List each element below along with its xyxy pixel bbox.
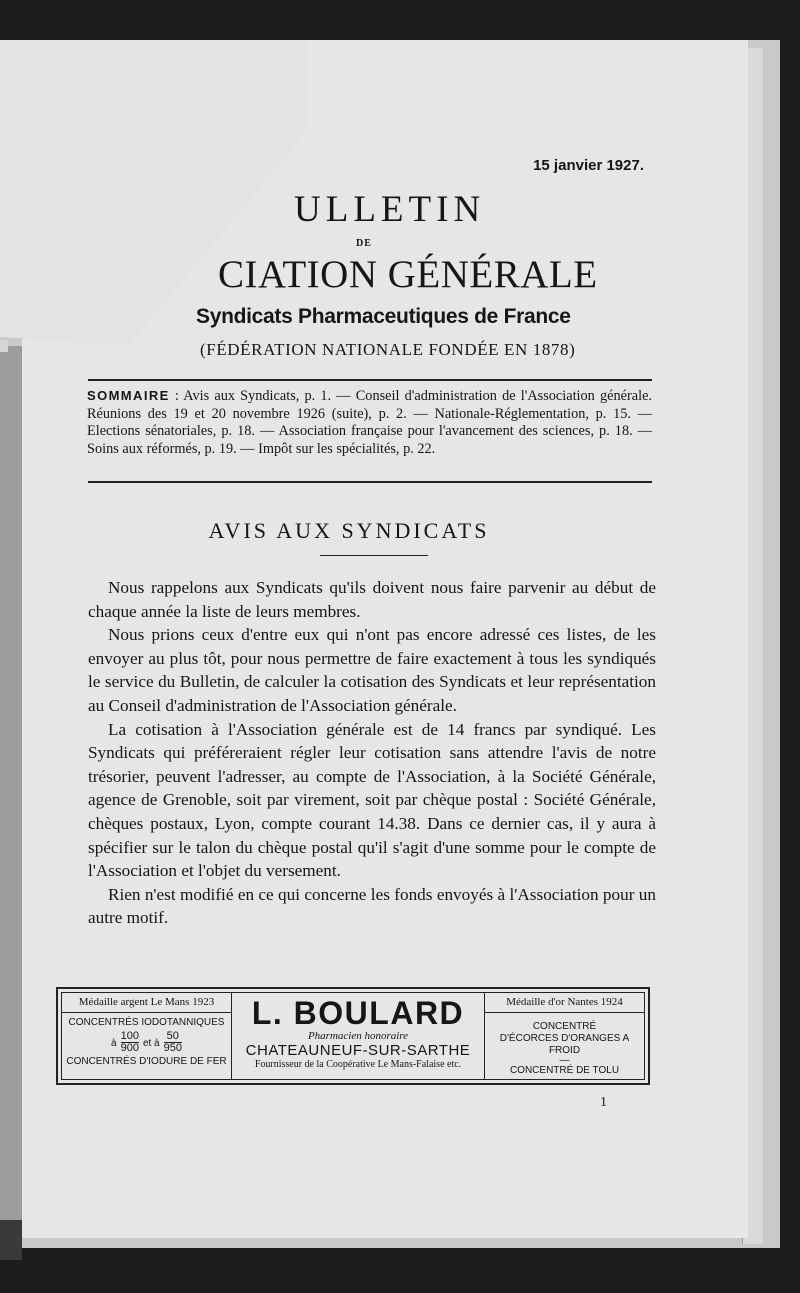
pharmacist-title: Pharmacien honoraire (307, 1030, 409, 1042)
binding-strip-bottom (0, 1220, 22, 1260)
sommaire-text: : Avis aux Syndicats, p. 1. — Conseil d'administration de l'Association générale. Réunions des 19 et 20 novembre 1926 (suite), p. 2. — Nationale-Réglementation, p. 15. — Elections sénatoriales, p. 18. — Association française pour l'avancement des sciences, p. 18. — Soins aux réformés, p. 19. — Impôt sur les spécialités, p. 22. (87, 388, 652, 457)
medal-right: Médaille d'or Nantes 1924 (485, 993, 644, 1013)
sommaire (87, 387, 652, 458)
pharmacist-name: L. BOULARD (251, 995, 465, 1031)
ad-center-panel (232, 993, 484, 1079)
title-de: DE (356, 238, 372, 249)
text-a: à (111, 1038, 117, 1050)
ad-right-line: CONCENTRÉ DE TOLU (509, 1065, 620, 1076)
syndicats-subtitle: Syndicats Pharmaceutiques de France (196, 305, 571, 328)
association-title: CIATION GÉNÉRALE (218, 253, 598, 296)
ad-right-line: D'ÉCORCES D'ORANGES A FROID (499, 1033, 630, 1056)
ad-left-line: CONCENTRÉS IODOTANNIQUES (68, 1017, 225, 1028)
fraction (164, 1031, 182, 1054)
medal-left: Médaille argent Le Mans 1923 (62, 993, 231, 1013)
page-number: 1 (600, 1095, 607, 1110)
fold-shadow (0, 340, 8, 352)
pharmacist-city: CHATEAUNEUF-SUR-SARTHE (245, 1042, 471, 1059)
numerator: 50 (164, 1031, 182, 1043)
article-body (88, 576, 656, 930)
numerator: 100 (120, 1030, 139, 1042)
paragraph: Rien n'est modifié en ce qui concerne les fonds envoyés à l'Association pour un autre motif. (88, 884, 656, 928)
paragraph: Nous prions ceux d'entre eux qui n'ont pas encore adressé ces listes, de les envoyer au plus tôt, pour nous permettre de faire exactement à tous les syndiqués le service du Bulletin, de calculer la cotisation des Syndicats et leur représentation au Conseil d'administration de l'Association générale. (88, 625, 656, 715)
denominator: 900 (120, 1042, 139, 1054)
ad-right-dash: — (559, 1055, 570, 1066)
binding-strip (0, 346, 22, 1236)
bulletin-title: ULLETIN (294, 189, 486, 230)
denominator: 950 (163, 1042, 182, 1054)
ad-left-panel (62, 993, 232, 1079)
advertisement (56, 987, 650, 1085)
article-title: AVIS AUX SYNDICATS (208, 518, 490, 543)
text-et: et à (142, 1038, 160, 1050)
ad-right-panel (484, 993, 644, 1079)
divider (88, 481, 652, 483)
issue-date: 15 janvier 1927. (533, 157, 644, 174)
sommaire-label: SOMMAIRE (87, 388, 170, 403)
divider (88, 379, 652, 381)
ad-left-line: CONCENTRÉS D'IODURE DE FER (66, 1056, 227, 1067)
ad-right-line: CONCENTRÉ (532, 1021, 597, 1032)
title-underline (320, 555, 428, 556)
paragraph: La cotisation à l'Association générale est de 14 francs par syndiqué. Les Syndicats qui préféreraient régler leur cotisation sans attendre l'avis de notre trésorier, peuvent l'adresser, au compte de l'Association, à la Société Générale, agence de Grenoble, soit par virement, soit par chèque postal : Société Générale, chèques postaux, Lyon, compte courant 14.38. Dans ce dernier cas, il y aura à spécifier sur le talon du chèque postal qu'il s'agit d'une somme pour le compte de l'Association et l'objet du versement. (88, 719, 656, 881)
paragraph: Nous rappelons aux Syndicats qu'ils doivent nous faire parvenir au début de chaque année la liste de leurs membres. (88, 578, 656, 621)
fraction (121, 1031, 139, 1054)
federation-line: (FÉDÉRATION NATIONALE FONDÉE EN 1878) (200, 340, 576, 359)
supplier-line: Fournisseur de la Coopérative Le Mans-Falaise etc. (254, 1059, 462, 1070)
ad-fractions (62, 1031, 231, 1054)
